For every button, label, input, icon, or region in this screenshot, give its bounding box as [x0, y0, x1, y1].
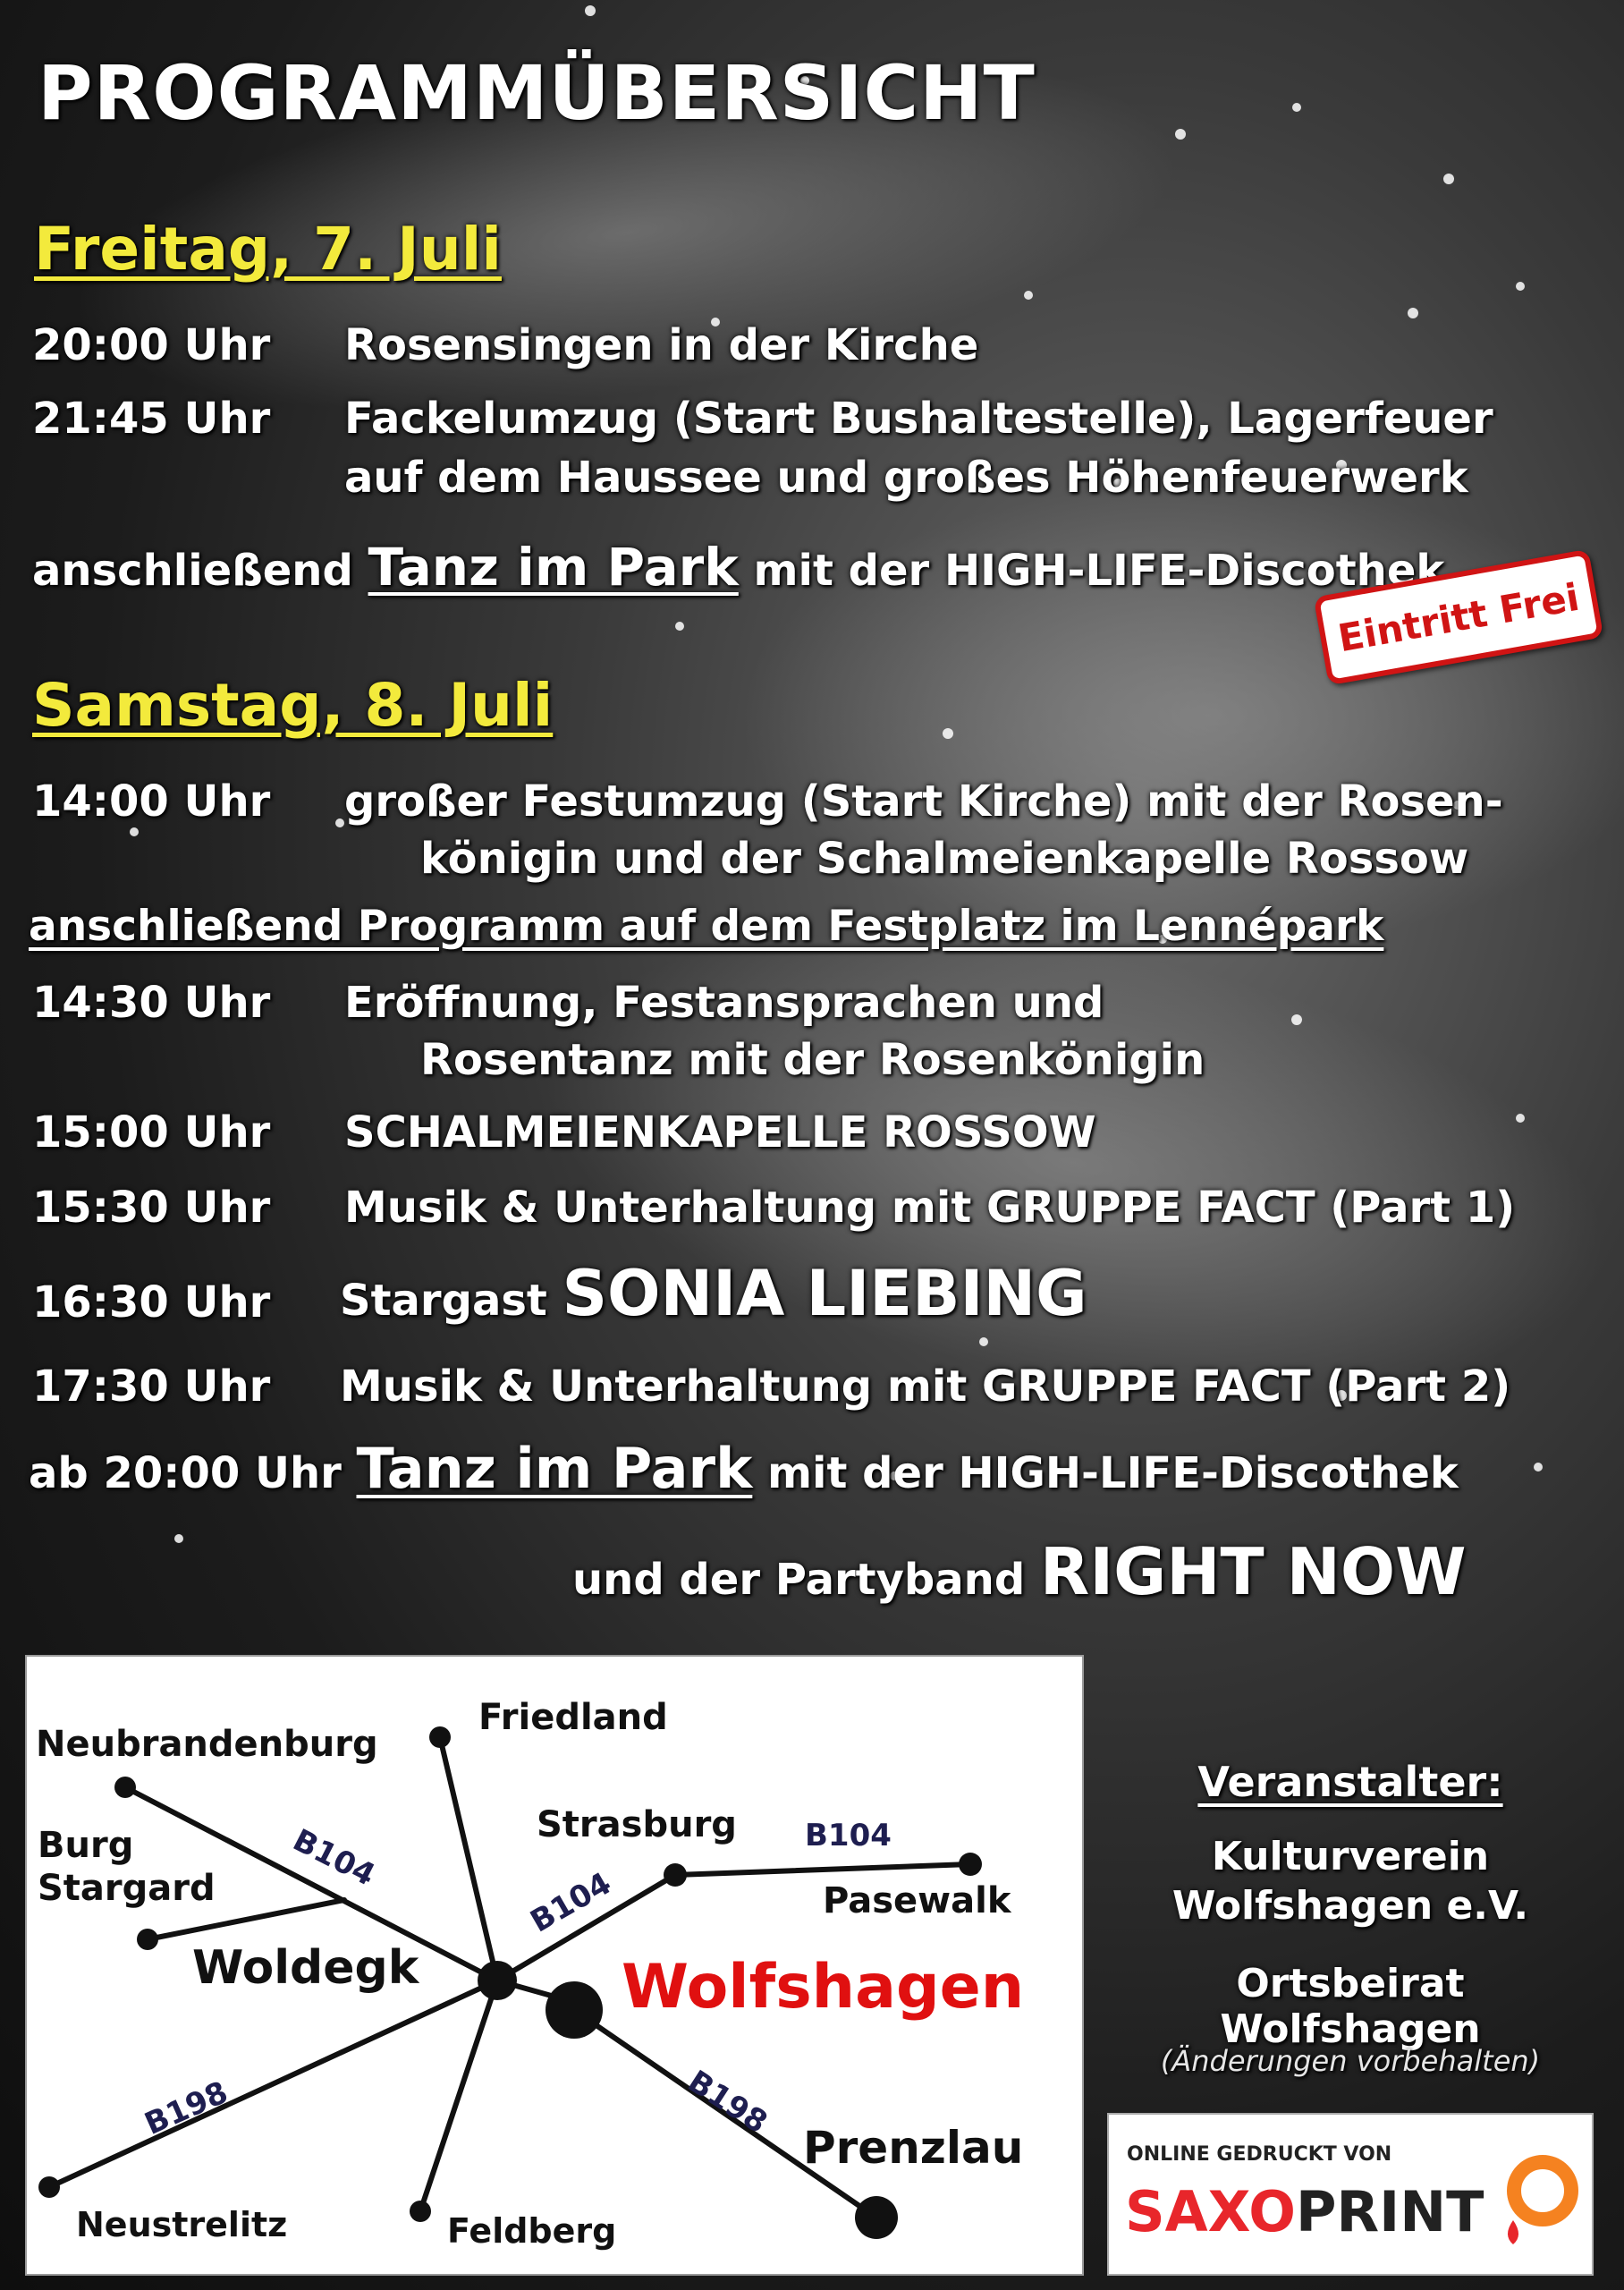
- sat-time-1: 14:30 Uhr: [32, 978, 271, 1028]
- organizer-note: (Änderungen vorbehalten): [1160, 2044, 1541, 2078]
- neubrandenburg-dot: [114, 1777, 136, 1798]
- wolfshagen-dot: [546, 1981, 603, 2039]
- strasburg-dot: [664, 1863, 687, 1887]
- sat-event-3: Musik & Unterhaltung mit GRUPPE FACT (Part 1): [344, 1183, 1516, 1233]
- friday-heading: Freitag, 7. Juli: [34, 215, 502, 284]
- town-wolfshagen: Wolfshagen: [622, 1952, 1025, 2023]
- band-row: [572, 1534, 1467, 1609]
- printer-brand-saxo: SAXO: [1125, 2179, 1296, 2244]
- road-b198-west: B198: [140, 2074, 233, 2142]
- sat-time-3: 15:30 Uhr: [32, 1183, 271, 1233]
- feldberg-dot: [410, 2201, 431, 2222]
- evening-highlight: Tanz im Park: [356, 1436, 753, 1501]
- friday-time-1: 20:00 Uhr: [32, 320, 271, 370]
- band-name: RIGHT NOW: [1039, 1534, 1467, 1609]
- sat-event-4: [340, 1257, 1087, 1330]
- woldegk-dot: [478, 1961, 517, 2000]
- festplatz-note: anschließend Programm auf dem Festplatz im Lennépark: [29, 902, 1384, 951]
- town-pasewalk: Pasewalk: [823, 1880, 1011, 1921]
- road-b104-mid: B104: [524, 1865, 618, 1940]
- evening-prefix: ab 20:00 Uhr: [29, 1448, 342, 1498]
- evening-row: [29, 1436, 1459, 1501]
- friday-after-suffix: mit der HIGH-LIFE-Discothek: [753, 546, 1445, 596]
- town-friedland: Friedland: [478, 1697, 668, 1738]
- friedland-dot: [429, 1726, 451, 1748]
- printer-brand-print: PRINT: [1295, 2179, 1484, 2244]
- sat-event-2: SCHALMEIENKAPELLE ROSSOW: [344, 1107, 1096, 1158]
- town-feldberg: Feldberg: [447, 2211, 617, 2251]
- stargast-name: SONIA LIEBING: [562, 1257, 1087, 1330]
- sat-time-4: 16:30 Uhr: [32, 1277, 271, 1327]
- friday-event-2-line1: Fackelumzug (Start Bushaltestelle), Lagerfeuer: [344, 394, 1493, 444]
- burg-stargard-dot: [137, 1929, 158, 1950]
- organizer-line1: Kulturverein: [1211, 1834, 1490, 1879]
- prenzlau-dot: [855, 2196, 898, 2239]
- town-burg: Burg: [38, 1825, 134, 1866]
- road-b198-east: B198: [681, 2063, 774, 2142]
- town-strasburg: Strasburg: [537, 1804, 737, 1845]
- road-b104-west: B104: [287, 1822, 381, 1894]
- friday-event-2-line2: auf dem Haussee und großes Höhenfeuerwerk: [344, 453, 1468, 503]
- organizer-line3: Ortsbeirat Wolfshagen: [1220, 1961, 1481, 2052]
- town-neustrelitz: Neustrelitz: [76, 2205, 288, 2244]
- friday-time-2: 21:45 Uhr: [32, 394, 271, 444]
- printer-small-text: ONLINE GEDRUCKT VON: [1127, 2143, 1392, 2166]
- page-title: PROGRAMMÜBERSICHT: [38, 49, 1036, 137]
- town-prenzlau: Prenzlau: [803, 2122, 1024, 2174]
- pasewalk-dot: [959, 1853, 982, 1876]
- sat-time-2: 15:00 Uhr: [32, 1107, 271, 1158]
- neustrelitz-dot: [38, 2176, 60, 2198]
- parade-line1: großer Festumzug (Start Kirche) mit der Rosen-: [344, 776, 1503, 827]
- printer-brand: [1125, 2179, 1484, 2244]
- town-neubrandenburg: Neubrandenburg: [36, 1724, 378, 1765]
- organizer-line2: Wolfshagen e.V.: [1171, 1883, 1529, 1929]
- road-b104-east: B104: [805, 1818, 892, 1853]
- sat-event-1-line1: Eröffnung, Festansprachen und: [344, 978, 1104, 1028]
- evening-suffix: mit der HIGH-LIFE-Discothek: [767, 1448, 1459, 1498]
- parade-line2: königin und der Schalmeienkapelle Rossow: [420, 834, 1469, 884]
- printer-logo: [1107, 2113, 1594, 2276]
- organizer-heading: Veranstalter:: [1197, 1758, 1503, 1806]
- route-map: [25, 1655, 1084, 2276]
- free-entry-label: Eintritt Frei: [1334, 574, 1583, 660]
- printer-drop-icon: [1493, 2142, 1583, 2249]
- band-prefix: und der Partyband: [572, 1555, 1026, 1605]
- friday-after-prefix: anschließend: [32, 546, 353, 596]
- sat-event-5: Musik & Unterhaltung mit GRUPPE FACT (Part 2): [340, 1361, 1511, 1412]
- parade-time: 14:00 Uhr: [32, 776, 271, 827]
- friday-event-1: Rosensingen in der Kirche: [344, 320, 979, 370]
- sat-time-5: 17:30 Uhr: [32, 1361, 271, 1412]
- friday-after-row: [32, 537, 1444, 598]
- sat-event-1-line2: Rosentanz mit der Rosenkönigin: [420, 1035, 1205, 1085]
- town-woldegk: Woldegk: [192, 1941, 419, 1995]
- stargast-prefix: Stargast: [340, 1276, 547, 1326]
- friday-after-highlight: Tanz im Park: [368, 537, 739, 598]
- town-stargard: Stargard: [38, 1868, 216, 1909]
- saturday-heading: Samstag, 8. Juli: [32, 671, 554, 740]
